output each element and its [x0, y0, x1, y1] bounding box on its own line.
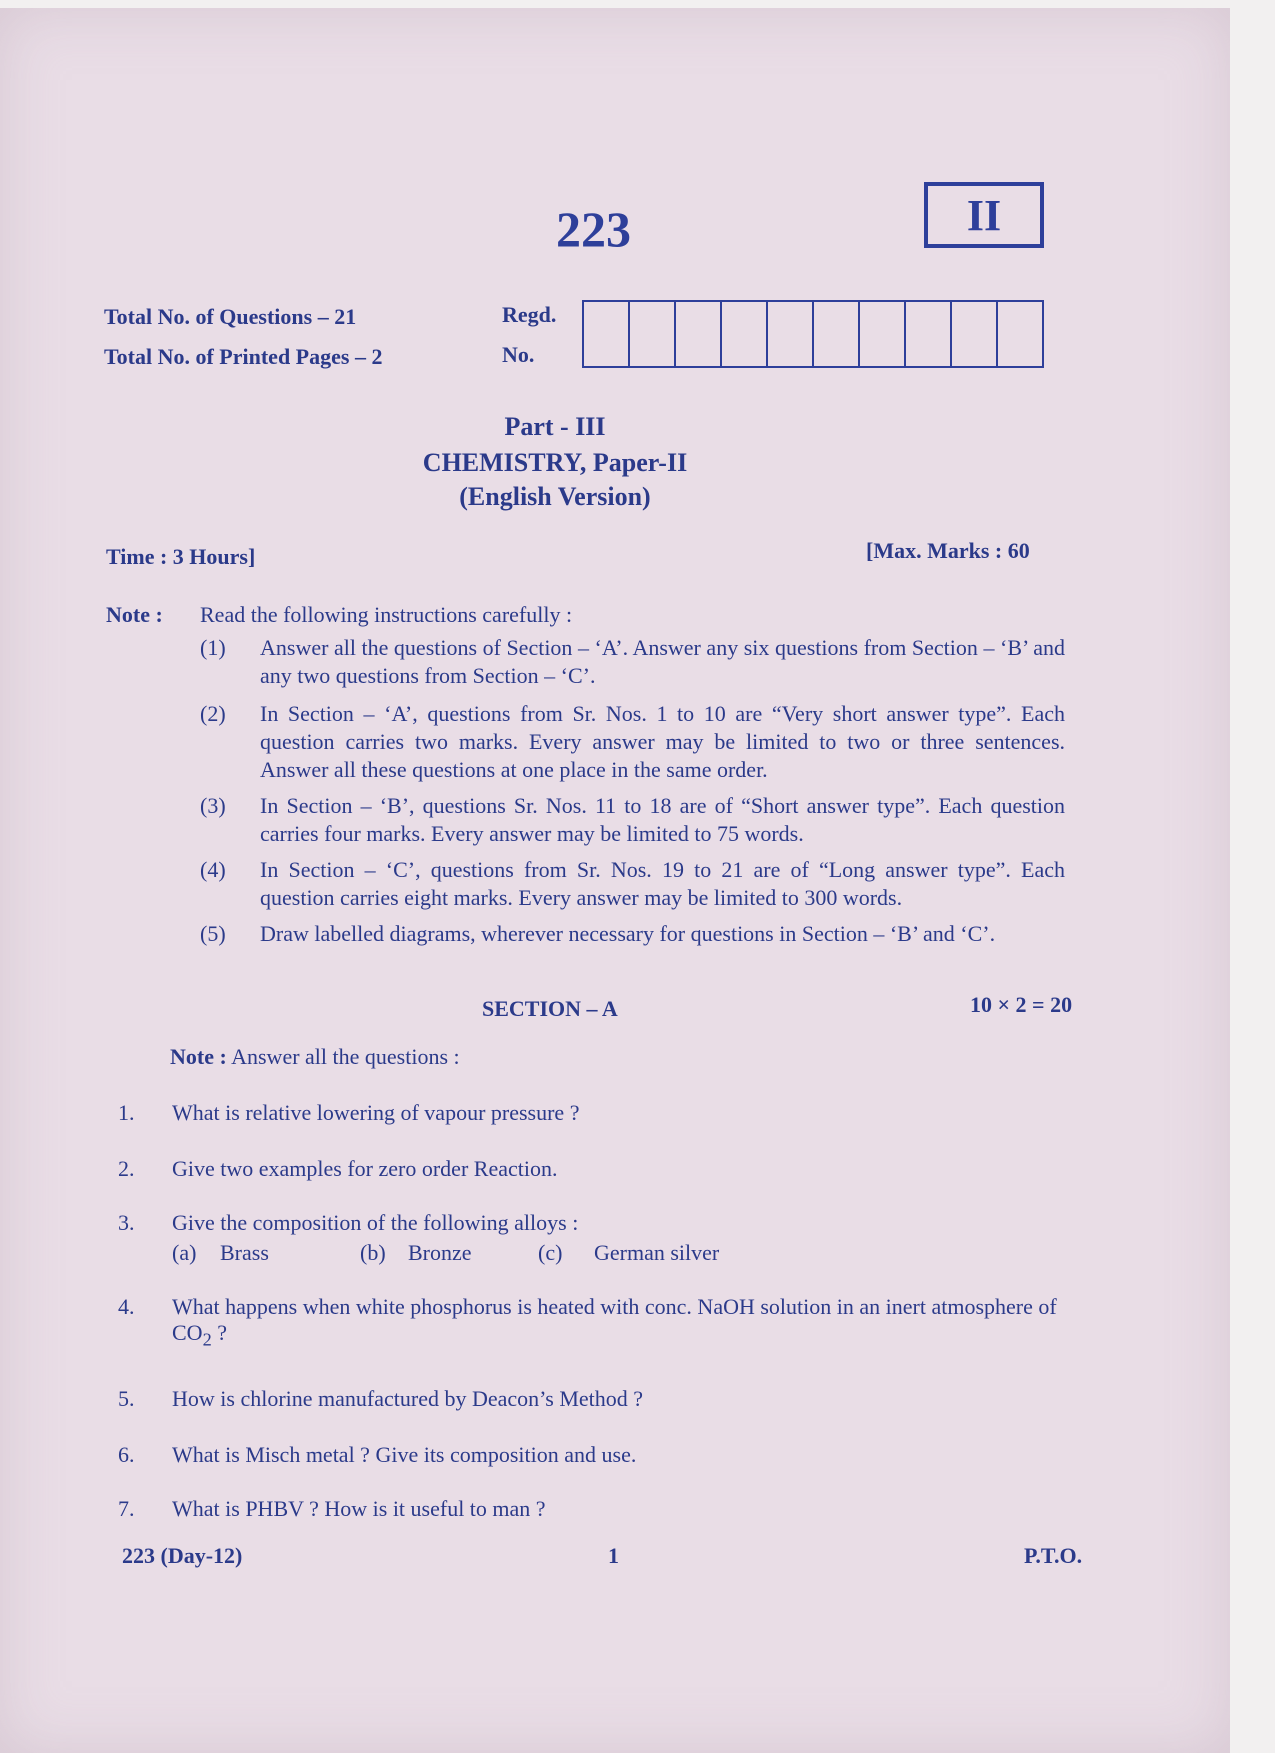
alloy-label: (a) — [172, 1240, 197, 1265]
instruction-item — [200, 634, 1065, 690]
question-item — [118, 1156, 1058, 1182]
alloy-label: (c) — [538, 1240, 563, 1265]
total-pages: Total No. of Printed Pages – 2 — [104, 344, 383, 369]
question-text: Give the composition of the following alloys : — [172, 1210, 579, 1235]
reg-box — [860, 302, 906, 366]
instruction-text: In Section – ‘C’, questions from Sr. Nos. 19 to 21 are of “Long answer type”. Each question carries eight marks. Every answer may be limited to 300 words. — [260, 857, 1065, 910]
instruction-item — [200, 856, 1065, 912]
question-item — [118, 1442, 1058, 1468]
note-label: Note : — [106, 602, 163, 627]
section-note — [170, 1044, 460, 1070]
subject-title: CHEMISTRY, Paper-II — [422, 448, 688, 477]
instruction-item — [200, 700, 1065, 784]
section-note-text: Answer all the questions : — [231, 1044, 460, 1069]
set-label: II — [966, 190, 1002, 240]
page-number: 1 — [608, 1543, 619, 1568]
question-text: What is PHBV ? How is it useful to man ? — [172, 1496, 546, 1521]
instruction-number: (5) — [200, 921, 226, 946]
reg-box — [952, 302, 998, 366]
version-title: (English Version) — [459, 482, 651, 511]
paper-code: 223 — [556, 201, 631, 257]
question-item — [118, 1386, 1058, 1412]
alloy-options — [172, 1240, 719, 1266]
question-number: 4. — [118, 1294, 135, 1319]
regd-no-label: No. — [502, 342, 535, 367]
question-item — [118, 1210, 1058, 1236]
section-note-label: Note : — [170, 1044, 227, 1069]
max-marks: [Max. Marks : 60 — [866, 538, 1030, 563]
reg-box — [906, 302, 952, 366]
question-text-main: What happens when white phosphorus is heated with conc. NaOH solution in an inert atmosphere of CO — [172, 1294, 1057, 1345]
set-box — [924, 182, 1044, 248]
section-title: SECTION – A — [482, 996, 618, 1021]
reg-box — [722, 302, 768, 366]
alloy-name: Brass — [220, 1240, 269, 1265]
alloy-label: (b) — [360, 1240, 386, 1265]
question-item — [118, 1294, 1058, 1350]
pto-label: P.T.O. — [1024, 1543, 1083, 1568]
instruction-text: Draw labelled diagrams, wherever necessary for questions in Section – ‘B’ and ‘C’. — [260, 921, 996, 946]
question-number: 5. — [118, 1386, 135, 1411]
reg-box — [998, 302, 1042, 366]
question-text-tail: ? — [211, 1320, 227, 1345]
question-number: 6. — [118, 1442, 135, 1467]
question-item — [118, 1496, 1058, 1522]
question-text: Give two examples for zero order Reaction. — [172, 1156, 558, 1181]
alloy-name: Bronze — [408, 1240, 472, 1265]
instruction-number: (1) — [200, 635, 226, 660]
instruction-item — [200, 792, 1065, 848]
question-number: 7. — [118, 1496, 135, 1521]
reg-box — [630, 302, 676, 366]
instruction-number: (4) — [200, 857, 226, 882]
alloy-name: German silver — [594, 1240, 720, 1265]
note-intro: Read the following instructions carefully : — [200, 602, 573, 627]
question-number: 3. — [118, 1210, 135, 1235]
question-text: What is Misch metal ? Give its composition and use. — [172, 1442, 637, 1467]
instruction-text: In Section – ‘A’, questions from Sr. Nos. 1 to 10 are “Very short answer type”. Each question carries two marks. Every answer may be limited to two or three sentences. Answer all these questions at one place in the same order. — [260, 701, 1065, 782]
question-text: How is chlorine manufactured by Deacon’s Method ? — [172, 1386, 644, 1411]
subscript-2: 2 — [202, 1329, 212, 1350]
reg-box — [814, 302, 860, 366]
instruction-number: (2) — [200, 701, 226, 726]
question-number: 2. — [118, 1156, 135, 1181]
instruction-text: Answer all the questions of Section – ‘A’. Answer any six questions from Section – ‘B’ and any two questions from Section – ‘C’. — [260, 635, 1065, 688]
instruction-number: (3) — [200, 793, 226, 818]
reg-box — [768, 302, 814, 366]
question-text — [172, 1294, 1058, 1350]
instruction-text: In Section – ‘B’, questions Sr. Nos. 11 to 18 are of “Short answer type”. Each question carries four marks. Every answer may be limited to 75 words. — [260, 793, 1065, 846]
regd-label: Regd. — [502, 302, 557, 327]
footer-code: 223 (Day-12) — [122, 1543, 243, 1568]
total-questions: Total No. of Questions – 21 — [104, 304, 357, 329]
time-label: Time : 3 Hours] — [106, 544, 256, 569]
question-item — [118, 1100, 1058, 1126]
section-marks: 10 × 2 = 20 — [970, 992, 1073, 1017]
instruction-item — [200, 920, 1065, 948]
reg-box — [676, 302, 722, 366]
reg-box — [584, 302, 630, 366]
question-number: 1. — [118, 1100, 135, 1125]
part-title: Part - III — [504, 412, 606, 441]
registration-number-boxes — [582, 300, 1044, 368]
question-text: What is relative lowering of vapour pressure ? — [172, 1100, 580, 1125]
